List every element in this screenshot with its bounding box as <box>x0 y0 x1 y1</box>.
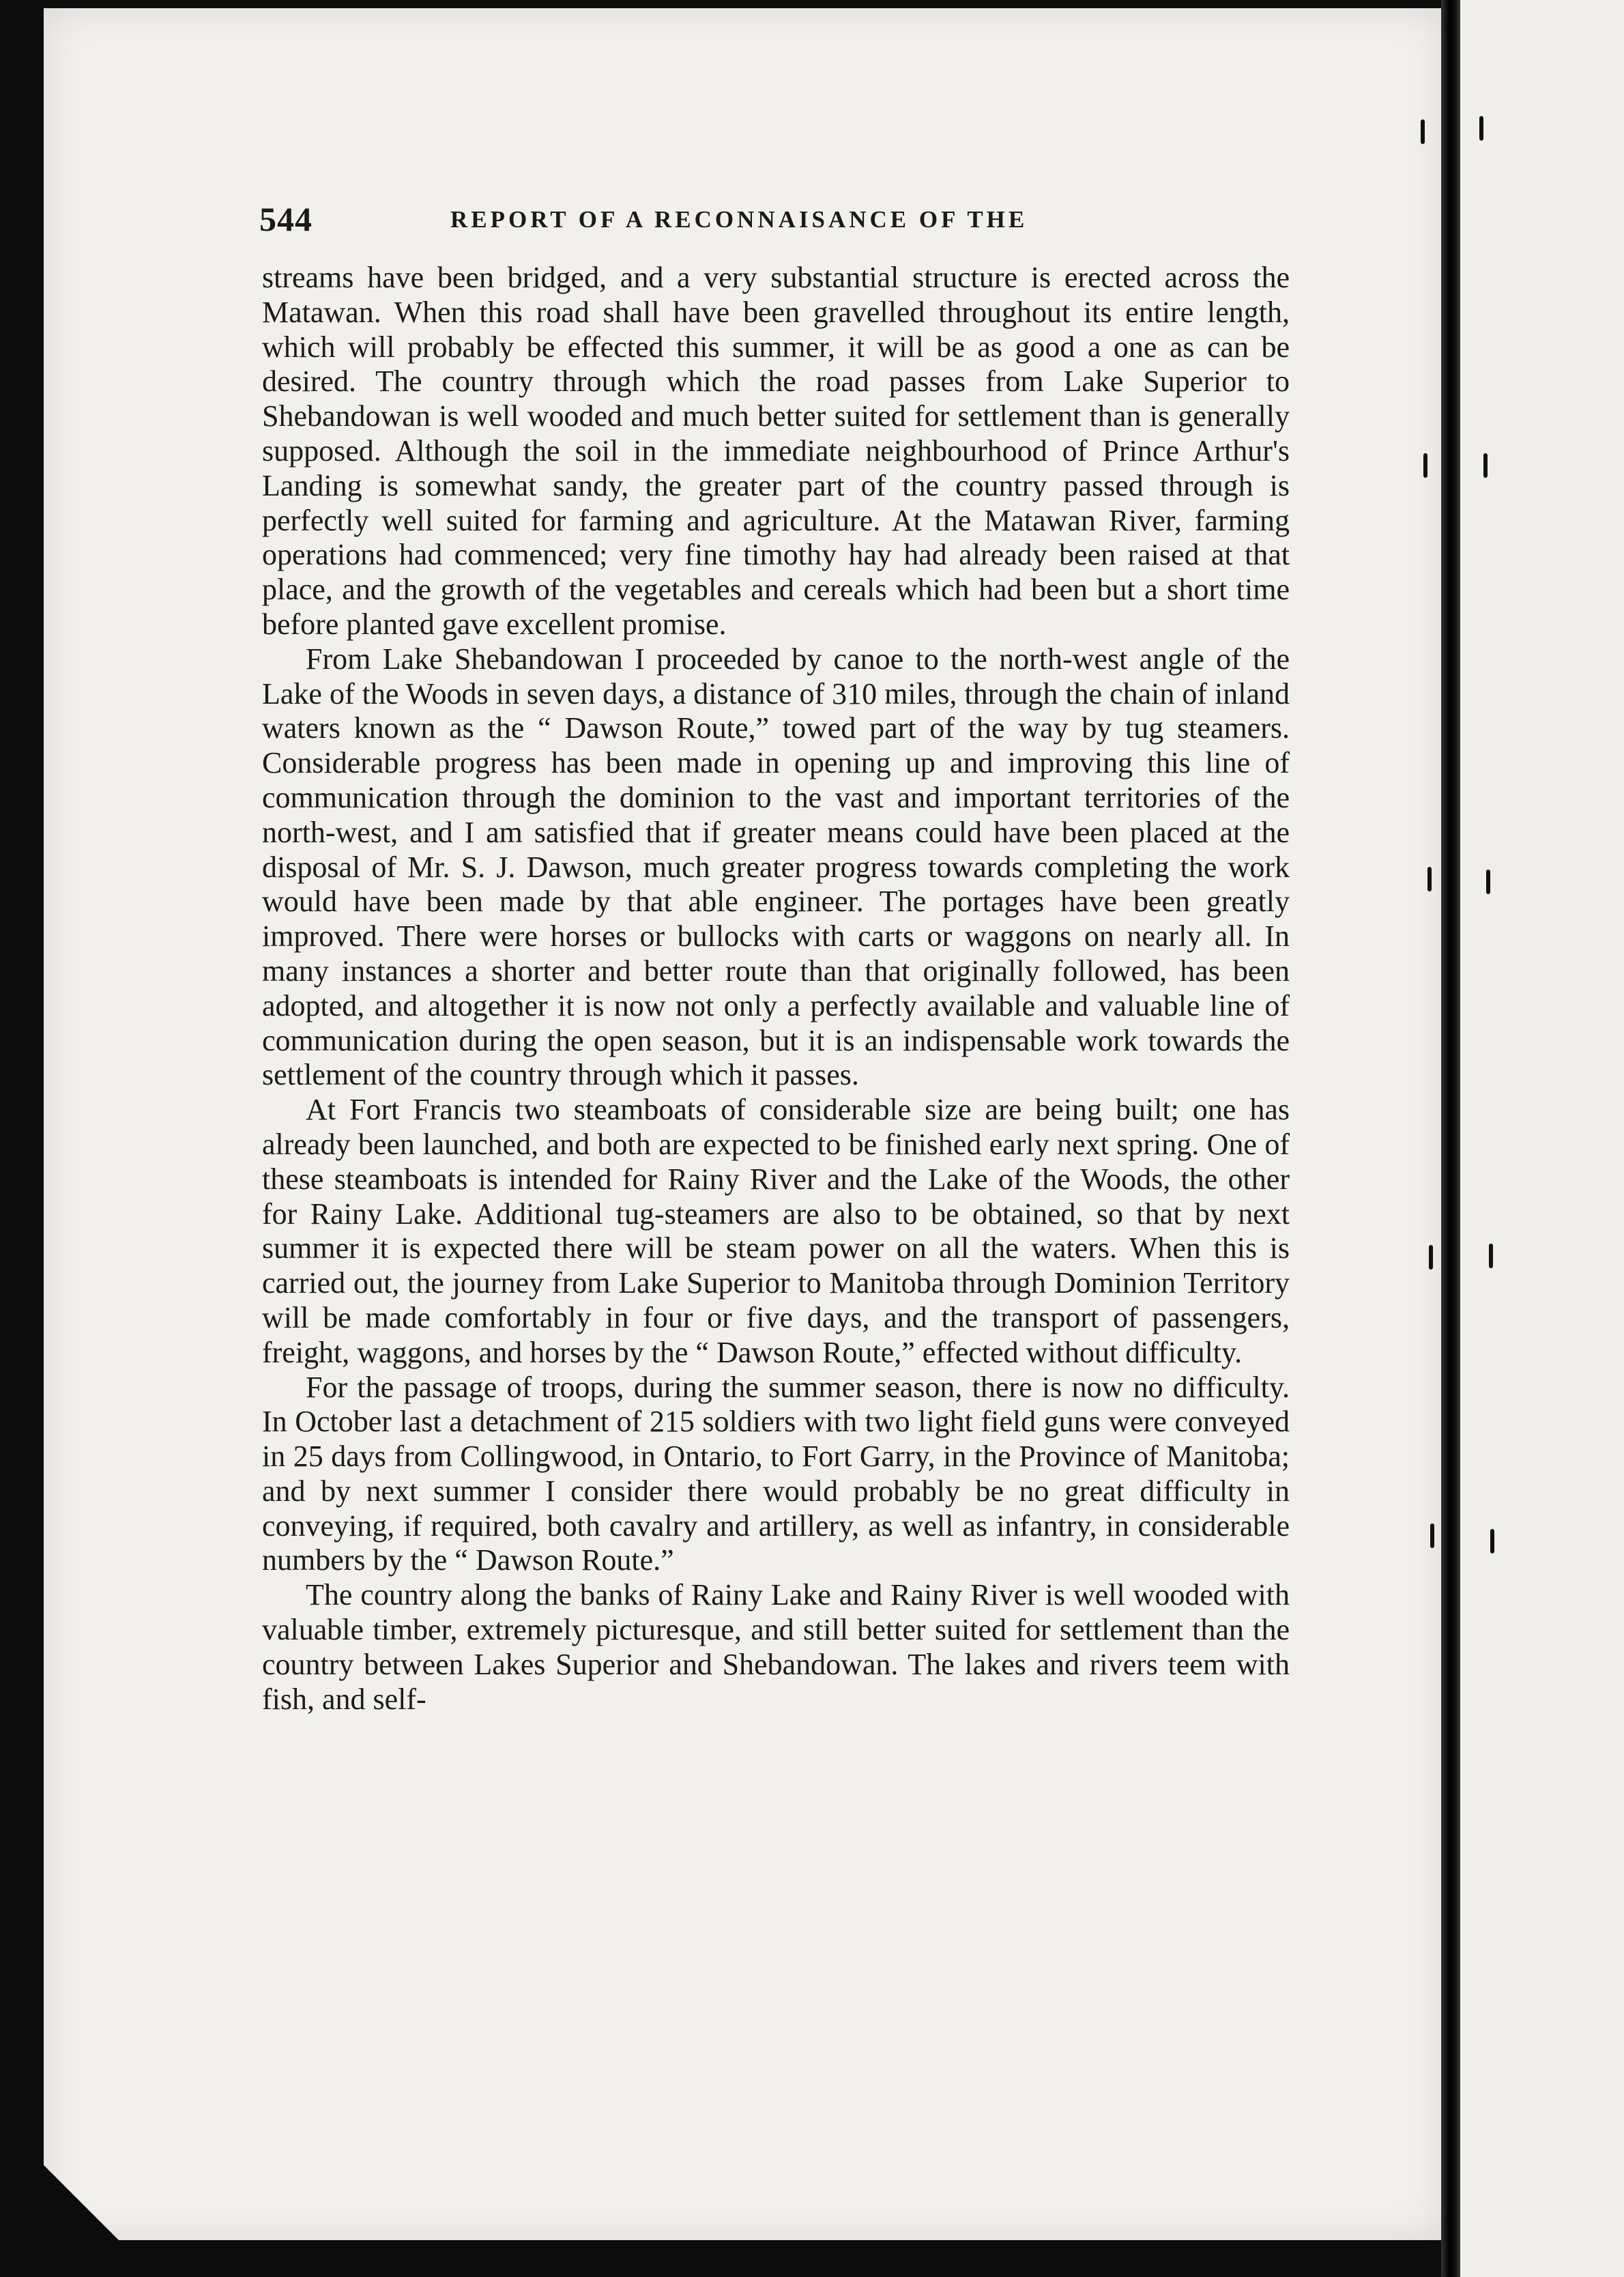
book-binding-gutter <box>1441 0 1462 2277</box>
paragraph-2: From Lake Shebandowan I proceeded by canoe to the north-west angle of the Lake of the Woods in seven days, a distance of 310 miles, through the chain of inland waters known as the “ Dawson Route,” towed part of the way by tug steamers. Considerable progress has been made in opening up and improving this line of communication through the dominion to the vast and important territories of the north-west, and I am satisfied that if greater means could have been placed at the disposal of Mr. S. J. Dawson, much greater progress towards completing the work would have been made by that able engineer. The portages have been greatly improved. There were horses or bullocks with carts or waggons on nearly all. In many instances a shorter and better route than that originally followed, has been adopted, and altogether it is now not only a perfectly available and valuable line of communication during the open season, but it is an indispensable work towards the settlement of the country through which it passes. <box>262 642 1290 1092</box>
margin-mark <box>1429 1245 1433 1270</box>
margin-mark <box>1421 119 1425 144</box>
margin-mark <box>1430 1523 1434 1548</box>
body-text <box>262 261 1290 1717</box>
running-head: REPORT OF A RECONNAISANCE OF THE <box>450 206 1028 233</box>
facing-page-edge <box>1460 0 1624 2277</box>
margin-mark <box>1423 453 1427 478</box>
margin-mark <box>1427 867 1432 891</box>
margin-mark <box>1479 116 1483 141</box>
paragraph-4: For the passage of troops, during the summer season, there is now no difficulty. In October last a detachment of 215 soldiers with two light field guns were conveyed in 25 days from Collingwood, in Ontario, to Fort Garry, in the Province of Manitoba; and by next summer I consider there would probably be no great difficulty in conveying, if required, both cavalry and artillery, as well as infantry, in considerable numbers by the “ Dawson Route.” <box>262 1370 1290 1577</box>
margin-mark <box>1489 1244 1493 1268</box>
paragraph-3: At Fort Francis two steamboats of considerable size are being built; one has already been launched, and both are expected to be finished early next spring. One of these steamboats is intended for Rainy River and the Lake of the Woods, the other for Rainy Lake. Additional tug-steamers are also to be obtained, so that by next summer it is expected there will be steam power on all the waters. When this is carried out, the journey from Lake Superior to Manitoba through Dominion Territory will be made comfortably in four or five days, and the transport of passengers, freight, waggons, and horses by the “ Dawson Route,” effected without difficulty. <box>262 1093 1290 1369</box>
margin-mark <box>1486 870 1490 894</box>
paragraph-1: streams have been bridged, and a very substantial structure is erected across the Matawan. When this road shall have been gravelled throughout its entire length, which will probably be effected this summer, it will be as good a one as can be desired. The country through which the road passes from Lake Superior to Shebandowan is well wooded and much better suited for settlement than is generally supposed. Although the soil in the immediate neighbourhood of Prince Arthur's Landing is somewhat sandy, the greater part of the country passed through is perfectly well suited for farming and agriculture. At the Matawan River, farming operations had commenced; very fine timothy hay had already been raised at that place, and the growth of the vegetables and cereals which had been but a short time before planted gave excellent promise. <box>262 261 1290 641</box>
page-number: 544 <box>259 200 313 238</box>
page-header <box>259 199 1324 240</box>
paragraph-5: The country along the banks of Rainy Lake and Rainy River is well wooded with valuable timber, extremely picturesque, and still better suited for settlement than the country between Lakes Superior and Shebandowan. The lakes and rivers teem with fish, and self- <box>262 1578 1290 1716</box>
margin-mark <box>1483 453 1488 478</box>
margin-mark <box>1490 1529 1494 1553</box>
